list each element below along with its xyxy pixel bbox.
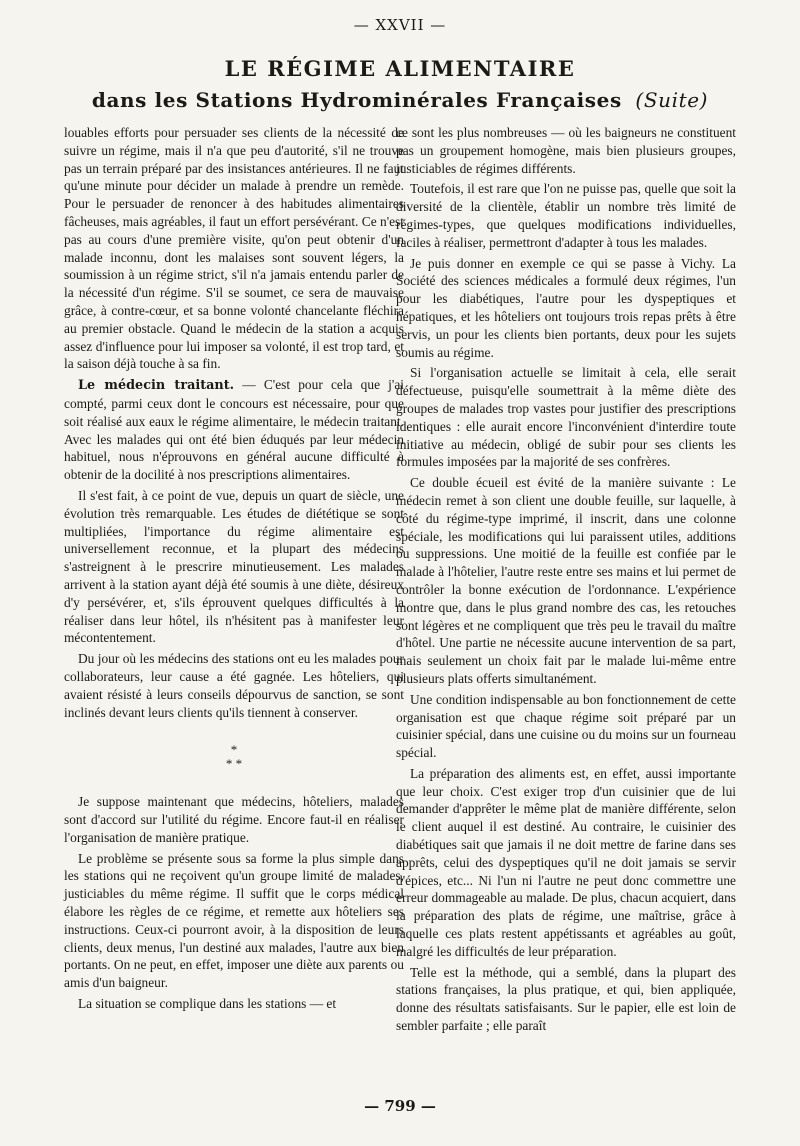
paragraph: Je puis donner en exemple ce qui se passe à Vichy. La Société des sciences médicales a formulé deux régimes, l'un pour les diabétiques, l'autre pour les dyspeptiques et hépatiques, et les hôteliers ont toujours trois repas prêts à être servis, un pour les clients bien portants, deux pour les sujets soumis au régime. <box>396 255 736 360</box>
paragraph: Une condition indispensable au bon fonctionnement de cette organisation est que chaque régime soit préparé par un cuisinier spécial, dans une cuisine ou du moins sur un fourneau spécial. <box>396 691 736 761</box>
asterism-divider <box>64 743 404 771</box>
asterism-top: * <box>230 742 238 758</box>
subtitle-text: dans les Stations Hydrominérales Françaises <box>91 88 622 112</box>
paragraph: Toutefois, il est rare que l'on ne puisse pas, quelle que soit la diversité de la clientèle, établir un nombre très limité de régimes-types, que quelques modifications individuelles, faciles à réaliser, permettront d'adapter à tous les malades. <box>396 181 736 250</box>
paragraph: Le problème se présente sous sa forme la plus simple dans les stations qui ne reçoivent qu'un groupe limité de malades, justiciables du même régime. Il suffit que le corps médical élabore les règles de ce régime, et remette aux hôteliers ses instructions. Ceux-ci pourront avoir, à la disposition de leurs clients, deux menus, l'un destiné aux malades, l'autre aux bien portants. On ne peut, en effet, imposer une diète aux parents ou amis d'un baigneur. <box>64 850 404 991</box>
paragraph: Ce double écueil est évité de la manière suivante : Le médecin remet à son client une double feuille, sur laquelle, à côté du régime-type imprimé, il inscrit, dans une colonne spéciale, les modifications qui lui paraissent utiles, additions ou suppressions. Une moitié de la feuille est confiée par le malade à l'hôtelier, l'autre reste entre ses mains et lui permet de contrôler la bonne exécution de l'ordonnance. L'expérience montre que, dans le plus grand nombre des cas, les retouches sont légères et ne compliquent que très peu le travail du maître d'hôtel. Une partie ne nécessite aucune intervention de sa part, mais seulement un choix fait par le malade lui-même entre plusieurs plats offerts simultanément. <box>396 475 736 686</box>
paragraph: La situation se complique dans les stations — et <box>78 996 337 1012</box>
page-header-number: — XXVII — <box>353 16 447 34</box>
paragraph: louables efforts pour persuader ses clients de la nécessité de suivre un régime, mais il n'a que peu d'autorité, s'il ne trouve pas un terrain préparé par des insistances antérieures. Il ne faut qu'une minute pour décider un malade à prendre un remède. Pour le persuader de renoncer à des habitudes alimentaires fâcheuses, mais agréables, il faut un effort persévérant. Ce n'est pas au cours d'une première visite, qu'on peut obtenir d'un malade inconnu, dont les malaises sont souvent légers, la soumission à un régime strict, s'il n'a jamais entendu parler de la nécessité d'un régime. S'il se soumet, ce sera de mauvaise grâce, à contre-cœur, et sa bonne volonté chancelante fléchira au premier obstacle. Quand le médecin de la station a acquis assez d'influence pour lui imposer sa volonté, il est trop tard, et la saison déjà touche à sa fin. <box>64 125 404 372</box>
article-title: LE RÉGIME ALIMENTAIRE <box>224 56 576 81</box>
paragraph: ce sont les plus nombreuses — où les baigneurs ne constituent pas un groupement homogène, mais bien plusieurs groupes, justiciables de régimes différents. <box>396 125 736 176</box>
paragraph-text: — C'est pour cela que j'ai compté, parmi ceux dont le concours est nécessaire, pour que soit réalisé aux eaux le régime alimentaire, le médecin traitant. Avec les malades qui ont été bien éduqués par leur médecin habituel, nous n'éprouvons en général aucune difficulté à obtenir de la docilité à nos prescriptions alimentaires. <box>64 377 404 483</box>
right-column <box>396 124 736 1038</box>
paragraph: Je suppose maintenant que médecins, hôteliers, malades sont d'accord sur l'utilité du régime. Encore faut-il en réaliser l'organisation de manière pratique. <box>64 794 404 845</box>
left-column <box>64 124 404 1016</box>
paragraph: Telle est la méthode, qui a semblé, dans la plupart des stations françaises, la plus pratique, et qui, bien appliquée, donne des résultats satisfaisants. Sur le papier, elle est loin de sembler parfaite ; elle paraît <box>396 964 736 1034</box>
asterism-bottom: * * <box>225 756 243 772</box>
paragraph: Si l'organisation actuelle se limitait à cela, elle serait défectueuse, puisqu'elle soumettrait à la même diète des groupes de malades trop vastes pour justifier des prescriptions identiques : elle aurait encore l'inconvénient d'interdire toute initiative au médecin, obligé de subir pour ses clients les formules imposées par la majorité de ses confrères. <box>396 365 736 470</box>
paragraph: La préparation des aliments est, en effet, aussi importante que leur choix. C'est exiger trop d'un cuisinier que de lui demander d'apprêter le même plat de manière différente, selon le client auquel il est destiné. Au contraire, le cuisinier des diabétiques sait que jamais il ne doit mettre de farine dans ses apprêts, celui des dyspeptiques qu'il ne doit jamais se servir d'épices, etc... Ni l'un ni l'autre ne peut donc commettre une erreur dommageable au malade. De plus, chacun acquiert, dans la préparation des plats de régime, une maîtrise, grâce à laquelle ces plats restent appétissants et agréables au goût, malgré les difficultés de leur préparation. <box>396 765 736 959</box>
paragraph: Il s'est fait, à ce point de vue, depuis un quart de siècle, une évolution très remarquable. Les études de diététique se sont multipliées, l'importance du régime alimentaire est universellement reconnue, et la plupart des médecins s'astreignent à le prescrire minutieusement. Les malades arrivent à la station ayant déjà été soumis à une diète, désireux d'y persévérer, et, s'ils éprouvent quelques difficultés à la réaliser dans leur hôtel, ils n'hésitent pas à manifester leur mécontentement. <box>64 487 404 646</box>
section-heading: Le médecin traitant. <box>78 378 235 394</box>
paragraph <box>64 376 404 484</box>
article-subtitle <box>0 88 800 112</box>
paragraph: Du jour où les médecins des stations ont eu les malades pour collaborateurs, leur cause a été gagnée. Les hôteliers, qui avaient résisté à leurs conseils dépourvus de sanction, se sont inclinés devant leurs clients qu'ils tiennent à conserver. <box>64 651 404 720</box>
page-footer-number: — 799 — <box>364 1097 436 1115</box>
subtitle-suite: (Suite) <box>635 88 709 112</box>
